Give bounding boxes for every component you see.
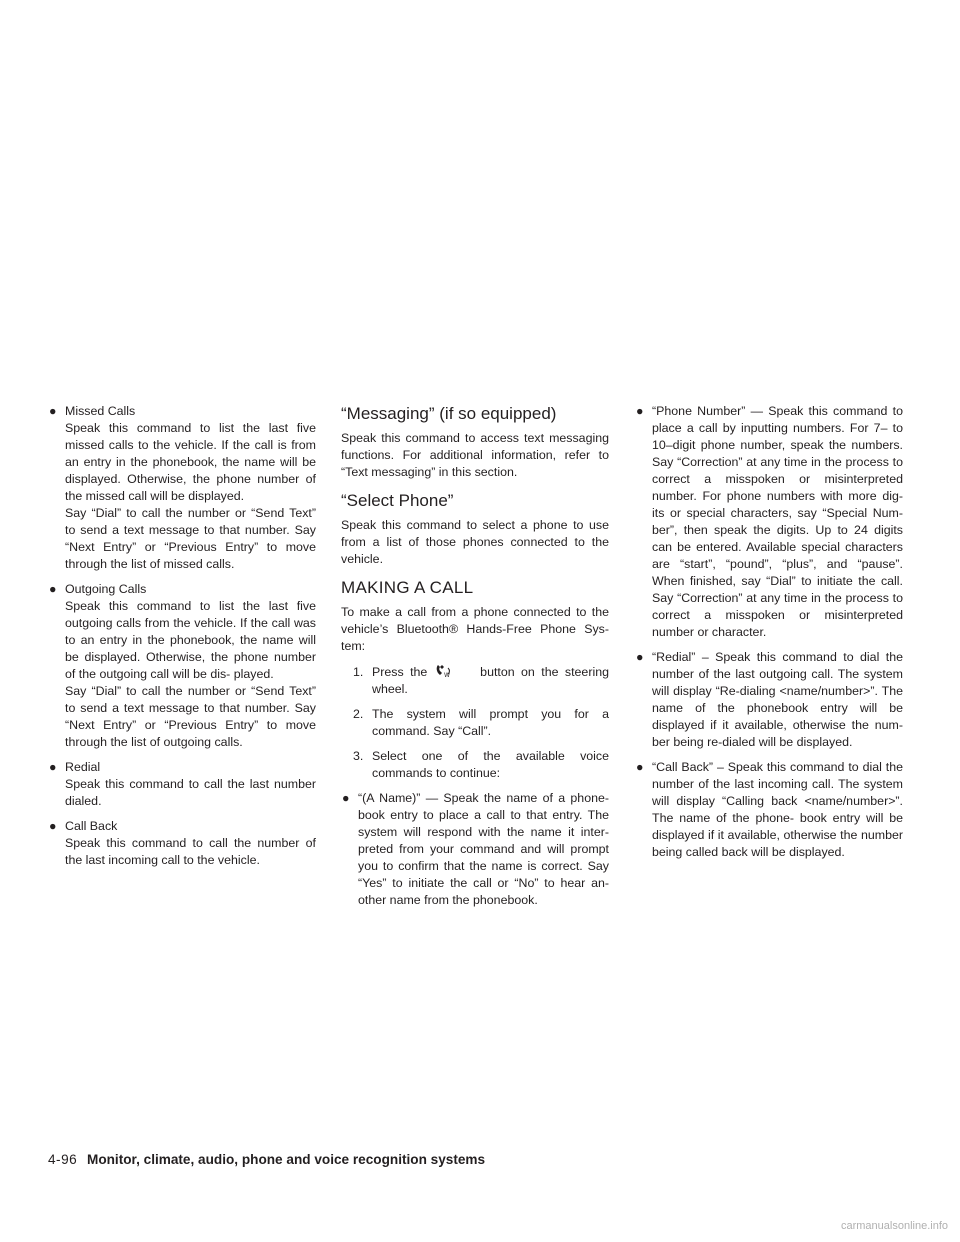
step-2 bbox=[341, 706, 609, 740]
step-number: 1. bbox=[353, 665, 364, 679]
bullet-text: Speak this command to list the last five missed calls to the vehicle. If the call is from an entry in the phonebook, the name will be displayed. Otherwise, the phone number of the missed call will be displayed. bbox=[65, 421, 316, 503]
bullet-text: “Redial” – Speak this command to dial the number of the last outgoing call. The system will display “Re-dialing <name/number>”. The name of the phonebook entry will be displayed if it available, otherwise the num- ber being re-dialed will be displayed. bbox=[652, 650, 903, 749]
select-phone-heading: “Select Phone” bbox=[341, 491, 454, 510]
making-a-call-heading: MAKING A CALL bbox=[341, 578, 474, 597]
list-item bbox=[48, 759, 316, 810]
list-item bbox=[635, 759, 903, 861]
step-text: Press the bbox=[372, 665, 428, 679]
bullet-heading: Call Back bbox=[65, 819, 118, 833]
list-item bbox=[48, 581, 316, 751]
bullet-icon: ● bbox=[49, 760, 57, 774]
bullet-text: Speak this command to call the number of the last incoming call to the vehicle. bbox=[65, 836, 316, 867]
bullet-icon: ● bbox=[49, 582, 57, 596]
bullet-heading: Outgoing Calls bbox=[65, 582, 147, 596]
messaging-heading: “Messaging” (if so equipped) bbox=[341, 404, 557, 423]
bullet-text: Speak this command to list the last five outgoing calls from the vehicle. If the call was to an entry in the phonebook, the name will be displayed. Otherwise, the phone number of the outgoing call will be dis- played. bbox=[65, 599, 316, 681]
list-item bbox=[635, 403, 903, 641]
steering-phone-voice-icon bbox=[434, 664, 474, 678]
step-number: 2. bbox=[353, 707, 364, 721]
bullet-text: “(A Name)” — Speak the name of a phone- book entry to place a call to that entry. The system will respond with the name it inter- preted from your command and will prompt you to confirm that the name is correct. Say “Yes” to initiate the call or “No” to hear an- other name from the phonebook. bbox=[358, 791, 609, 907]
bullet-icon: ● bbox=[636, 760, 644, 774]
step-text: Select one of the available voice commands to continue: bbox=[372, 749, 609, 780]
page-footer bbox=[48, 1152, 485, 1172]
select-phone-text: Speak this command to select a phone to use from a list of those phones connected to the vehicle. bbox=[341, 518, 609, 566]
bullet-icon: ● bbox=[49, 819, 57, 833]
making-a-call-text: To make a call from a phone connected to the vehicle’s Bluetooth® Hands-Free Phone Sys- tem: bbox=[341, 605, 609, 653]
messaging-text: Speak this command to access text messaging functions. For additional information, refer to “Text messaging” in this section. bbox=[341, 431, 609, 479]
bullet-heading: Redial bbox=[65, 760, 101, 774]
bullet-text: “Phone Number” — Speak this command to place a call by inputting numbers. For 7– to 10–digit phone number, speak the numbers. Say “Correction” at any time in the process to correct a misspoken or misinterpreted number. For phone numbers with more dig- its or special characters, say “Special Num- ber”, then speak the digits. Up to 24 digits can be entered. Available special characters are “start”, “pound”, “plus”, and “pause”. When finished, say “Dial” to initiate the call. Say “Correction” at any time in the process to correct a misspoken or misinterpreted number or character. bbox=[652, 404, 903, 639]
svg-text:W: W bbox=[443, 672, 450, 678]
column-3 bbox=[635, 403, 903, 869]
watermark: carmanualsonline.info bbox=[840, 1220, 948, 1232]
bullet-icon: ● bbox=[342, 791, 350, 805]
step-number: 3. bbox=[353, 749, 364, 763]
step-text: button on the steering wheel. bbox=[372, 665, 609, 696]
list-item bbox=[635, 649, 903, 751]
column-2 bbox=[341, 403, 609, 917]
list-item bbox=[48, 818, 316, 869]
bullet-text: Speak this command to call the last number dialed. bbox=[65, 777, 316, 808]
page-number: 4-96 bbox=[48, 1152, 78, 1167]
bullet-text: Say “Dial” to call the number or “Send Text” to send a text message to that number. Say “Next Entry” or “Previous Entry” to move through the list of outgoing calls. bbox=[65, 684, 316, 749]
column-1 bbox=[48, 403, 316, 877]
bullet-icon: ● bbox=[636, 650, 644, 664]
bullet-icon: ● bbox=[636, 404, 644, 418]
bullet-text: “Call Back” – Speak this command to dial the number of the last incoming call. The system will display “Calling back <name/number>”. The name of the phone- book entry will be displayed if it available, otherwise the number being called back will be displayed. bbox=[652, 760, 903, 859]
step-text: The system will prompt you for a command. Say “Call”. bbox=[372, 707, 609, 738]
section-title: Monitor, climate, audio, phone and voice recognition systems bbox=[87, 1152, 486, 1167]
step-3 bbox=[341, 748, 609, 782]
step-1 bbox=[341, 664, 609, 698]
bullet-text: Say “Dial” to call the number or “Send Text” to send a text message to that number. Say “Next Entry” or “Previous Entry” to move through the list of missed calls. bbox=[65, 506, 316, 571]
bullet-heading: Missed Calls bbox=[65, 404, 136, 418]
list-item bbox=[341, 790, 609, 909]
bullet-icon: ● bbox=[49, 404, 57, 418]
list-item bbox=[48, 403, 316, 573]
